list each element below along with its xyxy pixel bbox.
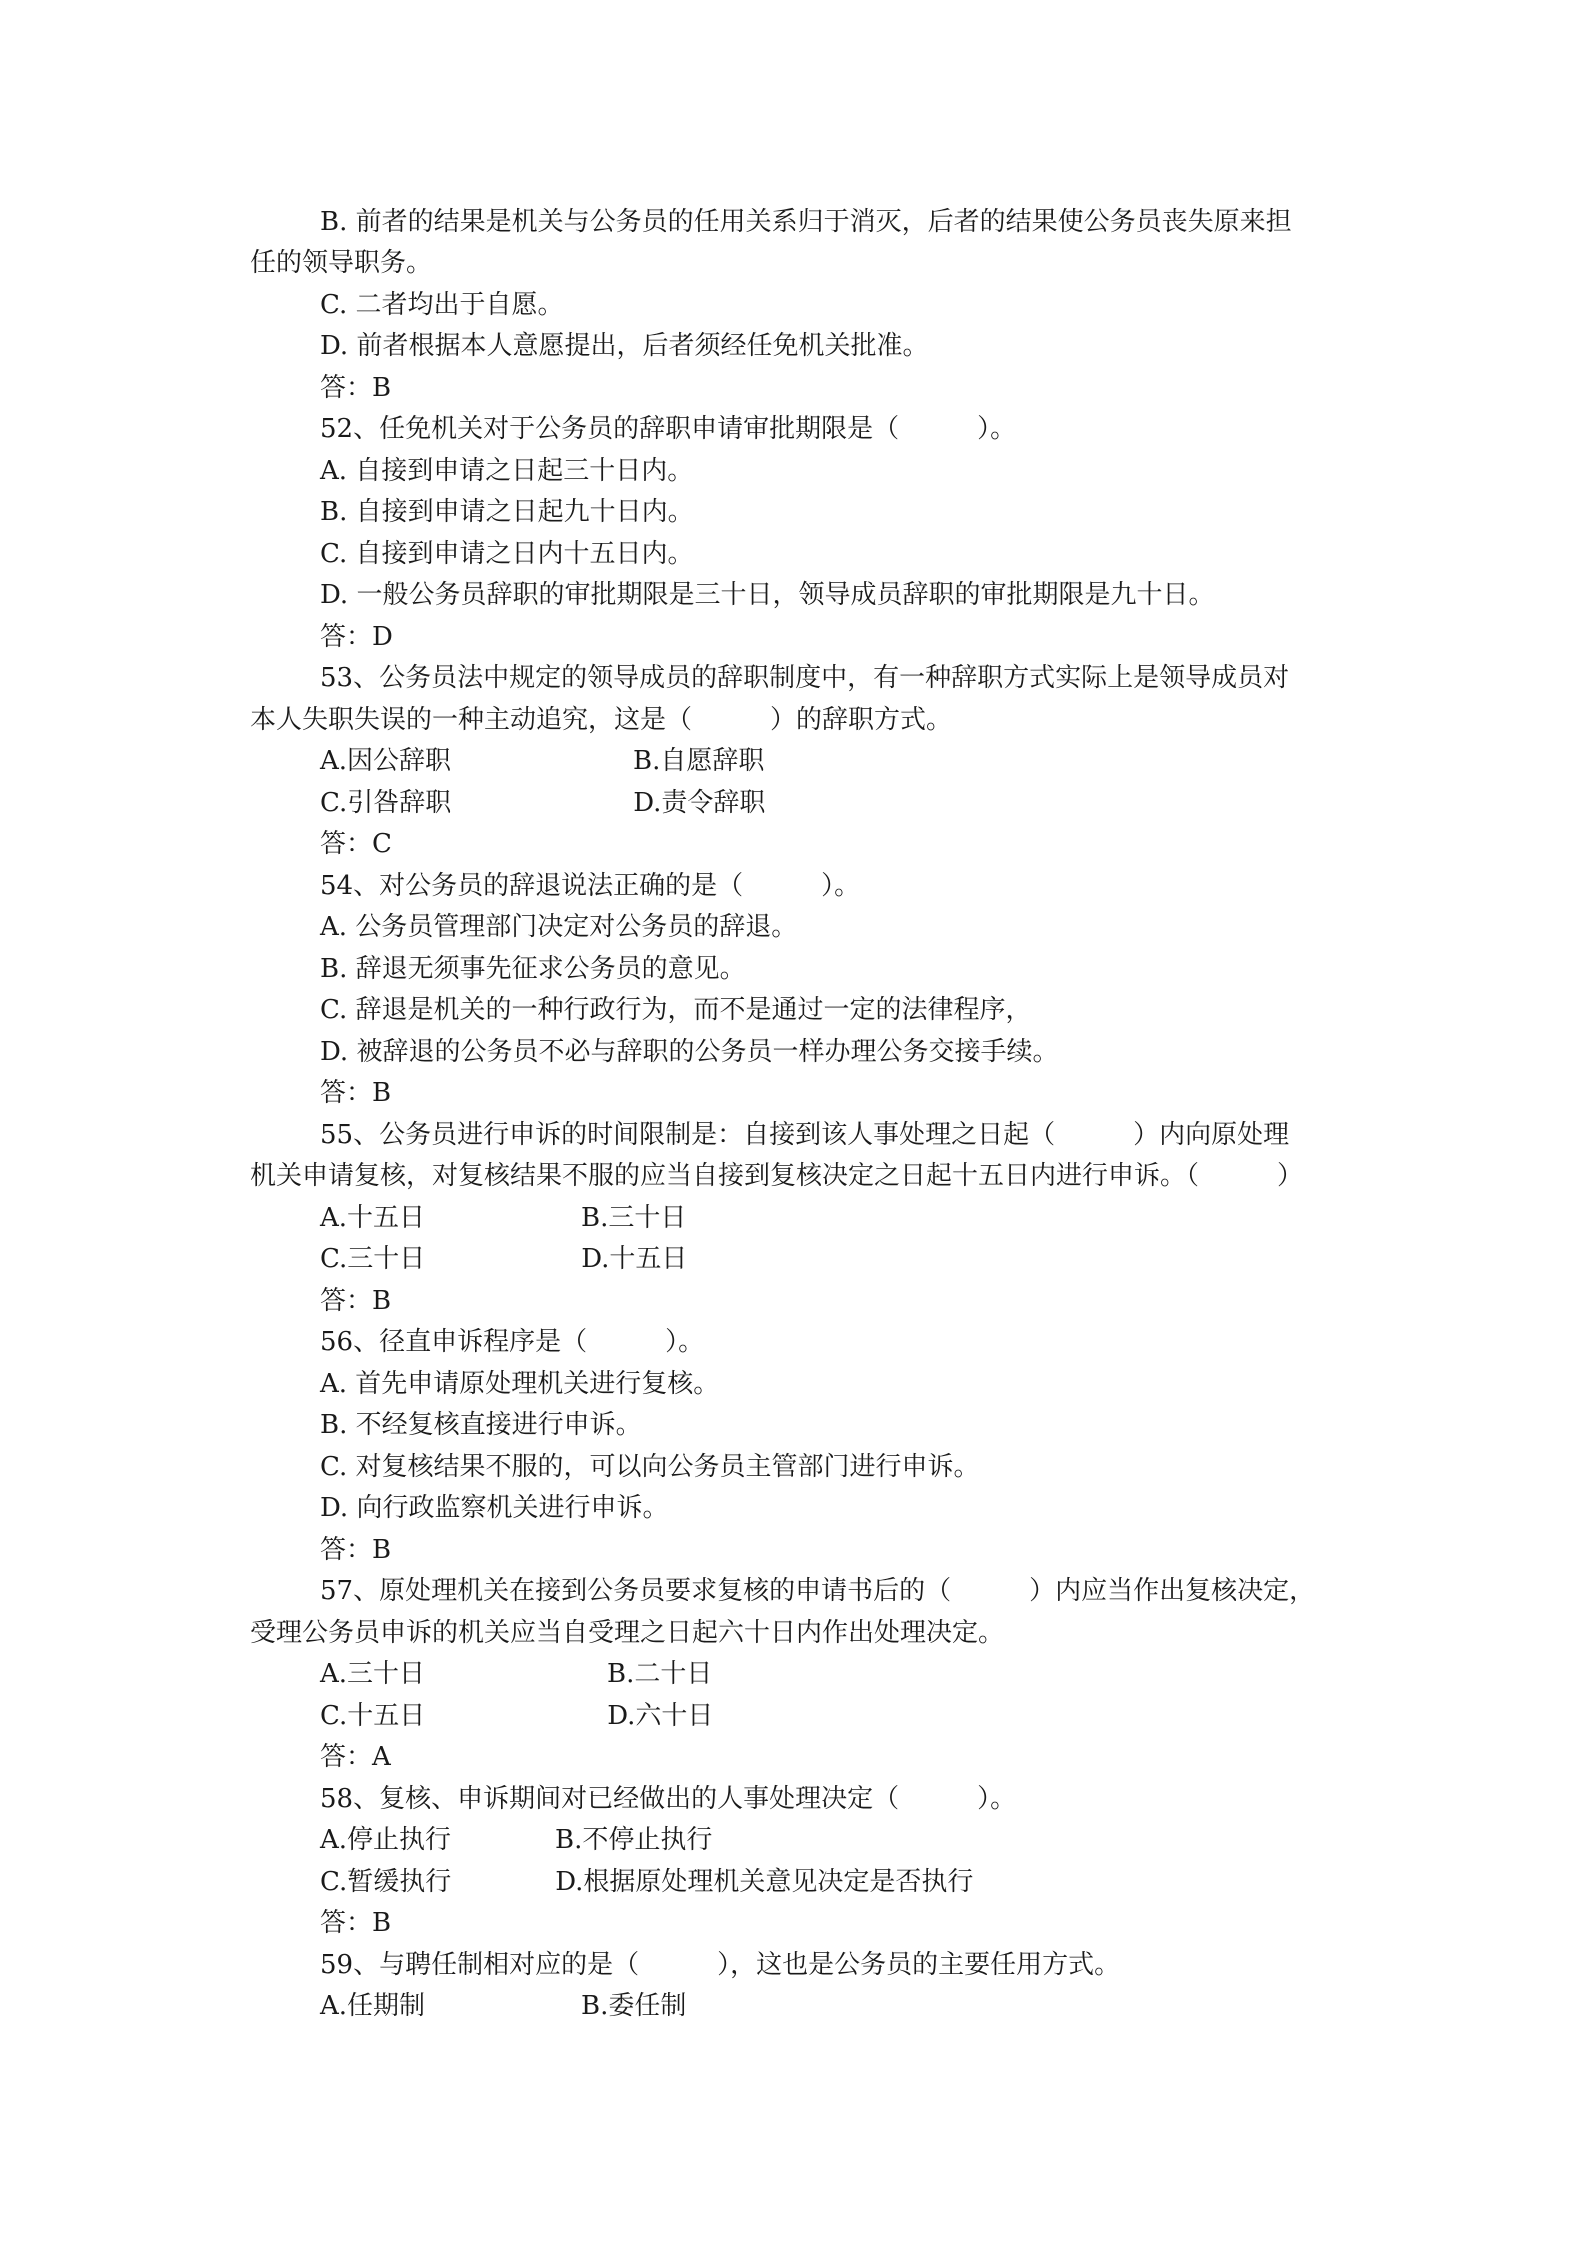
option-line: A.停止执行 B.不停止执行 <box>320 1825 713 1855</box>
question-line: 53、公务员法中规定的领导成员的辞职制度中，有一种辞职方式实际上是领导成员对 <box>320 663 1290 693</box>
question-line: 55、公务员进行申诉的时间限制是：自接到该人事处理之日起（ ）内向原处理 <box>320 1120 1290 1150</box>
option-line: A.三十日 B.二十日 <box>320 1659 713 1689</box>
question-line: 机关申请复核，对复核结果不服的应当自接到复核决定之日起十五日内进行申诉。（ ） <box>250 1161 1304 1191</box>
option-line: A.十五日 B.三十日 <box>320 1203 687 1233</box>
option-line: B. 不经复核直接进行申诉。 <box>320 1410 642 1440</box>
option-line: C.十五日 D.六十日 <box>320 1701 714 1731</box>
option-line: A.因公辞职 B.自愿辞职 <box>320 746 765 776</box>
question-line: 本人失职失误的一种主动追究，这是（ ）的辞职方式。 <box>250 705 953 735</box>
option-line: A.任期制 B.委任制 <box>320 1991 687 2021</box>
option-line: C.暂缓执行 D.根据原处理机关意见决定是否执行 <box>320 1867 974 1897</box>
question-line: 56、径直申诉程序是（ ）。 <box>320 1327 705 1357</box>
option-line: D. 被辞退的公务员不必与辞职的公务员一样办理公务交接手续。 <box>320 1037 1059 1067</box>
answer-line: 答：D <box>320 622 393 652</box>
option-line: D. 向行政监察机关进行申诉。 <box>320 1493 669 1523</box>
question-line: 58、复核、申诉期间对已经做出的人事处理决定（ ）。 <box>320 1784 1017 1814</box>
answer-line: 答：B <box>320 373 392 403</box>
answer-line: 答：A <box>320 1742 391 1772</box>
text-line: 任的领导职务。 <box>250 248 433 278</box>
question-line: 59、与聘任制相对应的是（ ），这也是公务员的主要任用方式。 <box>320 1950 1121 1980</box>
option-line: C. 辞退是机关的一种行政行为，而不是通过一定的法律程序， <box>320 995 1032 1025</box>
option-line: A. 自接到申请之日起三十日内。 <box>320 456 694 486</box>
option-line: A. 首先申请原处理机关进行复核。 <box>320 1369 720 1399</box>
option-line: C. 自接到申请之日内十五日内。 <box>320 539 694 569</box>
answer-line: 答：B <box>320 1908 392 1938</box>
text-line: D. 前者根据本人意愿提出，后者须经任免机关批准。 <box>320 331 929 361</box>
answer-line: 答：C <box>320 829 392 859</box>
option-line: C.引咎辞职 D.责令辞职 <box>320 788 766 818</box>
option-line: B. 自接到申请之日起九十日内。 <box>320 497 694 527</box>
question-line: 54、对公务员的辞退说法正确的是（ ）。 <box>320 871 861 901</box>
question-line: 52、任免机关对于公务员的辞职申请审批期限是（ ）。 <box>320 414 1017 444</box>
option-line: B. 辞退无须事先征求公务员的意见。 <box>320 954 746 984</box>
answer-line: 答：B <box>320 1535 392 1565</box>
answer-line: 答：B <box>320 1078 392 1108</box>
question-line: 受理公务员申诉的机关应当自受理之日起六十日内作出处理决定。 <box>250 1618 1005 1648</box>
text-line: C. 二者均出于自愿。 <box>320 290 564 320</box>
option-line: C. 对复核结果不服的，可以向公务员主管部门进行申诉。 <box>320 1452 980 1482</box>
option-line: A. 公务员管理部门决定对公务员的辞退。 <box>320 912 798 942</box>
option-line: C.三十日 D.十五日 <box>320 1244 688 1274</box>
text-line: B. 前者的结果是机关与公务员的任用关系归于消灭，后者的结果使公务员丧失原来担 <box>320 207 1292 237</box>
question-line: 57、原处理机关在接到公务员要求复核的申请书后的（ ）内应当作出复核决定， <box>320 1576 1316 1606</box>
answer-line: 答：B <box>320 1286 392 1316</box>
option-line: D. 一般公务员辞职的审批期限是三十日，领导成员辞职的审批期限是九十日。 <box>320 580 1215 610</box>
